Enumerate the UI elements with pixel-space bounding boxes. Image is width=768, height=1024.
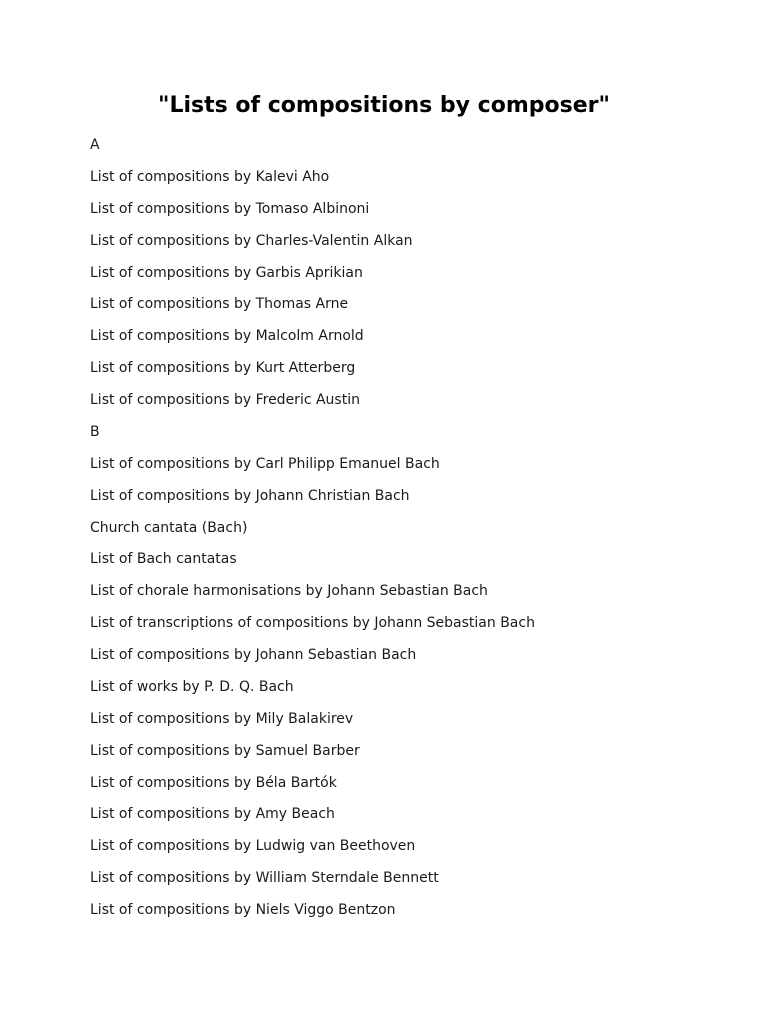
list-item: List of compositions by Garbis Aprikian [90, 264, 363, 281]
page-title: "Lists of compositions by composer" [158, 93, 610, 118]
section-letter-a: A [90, 137, 100, 153]
list-item: List of compositions by Malcolm Arnold [90, 328, 364, 345]
list-item: Church cantata (Bach) [90, 519, 248, 536]
list-item: List of compositions by Amy Beach [90, 806, 335, 823]
list-item: List of works by P. D. Q. Bach [90, 678, 294, 695]
list-item: List of compositions by Kurt Atterberg [90, 360, 356, 377]
list-item: List of compositions by Kalevi Aho [90, 168, 330, 185]
list-item: List of compositions by Samuel Barber [90, 742, 360, 759]
list-item: List of compositions by Johann Christian Bach [90, 487, 410, 504]
list-item: List of compositions by Frederic Austin [90, 392, 360, 408]
list-item: List of compositions by Carl Philipp Emanuel Bach [90, 455, 440, 472]
composition-list [90, 136, 730, 933]
list-item: List of compositions by William Sterndale Bennett [90, 870, 439, 887]
list-item: List of compositions by Ludwig van Beethoven [90, 838, 416, 855]
list-item: List of Bach cantatas [90, 551, 237, 568]
list-item: List of compositions by Charles-Valentin Alkan [90, 232, 413, 249]
list-item: List of compositions by Béla Bartók [90, 774, 337, 791]
list-item: List of compositions by Tomaso Albinoni [90, 200, 370, 217]
section-letter-b: B [90, 423, 100, 440]
list-item: List of compositions by Johann Sebastian Bach [90, 647, 417, 663]
list-item: List of compositions by Niels Viggo Bentzon [90, 902, 396, 918]
list-item: List of compositions by Thomas Arne [90, 296, 349, 313]
list-item: List of compositions by Mily Balakirev [90, 710, 354, 727]
list-item: List of chorale harmonisations by Johann Sebastian Bach [90, 583, 488, 600]
list-item: List of transcriptions of compositions by Johann Sebastian Bach [90, 615, 535, 632]
